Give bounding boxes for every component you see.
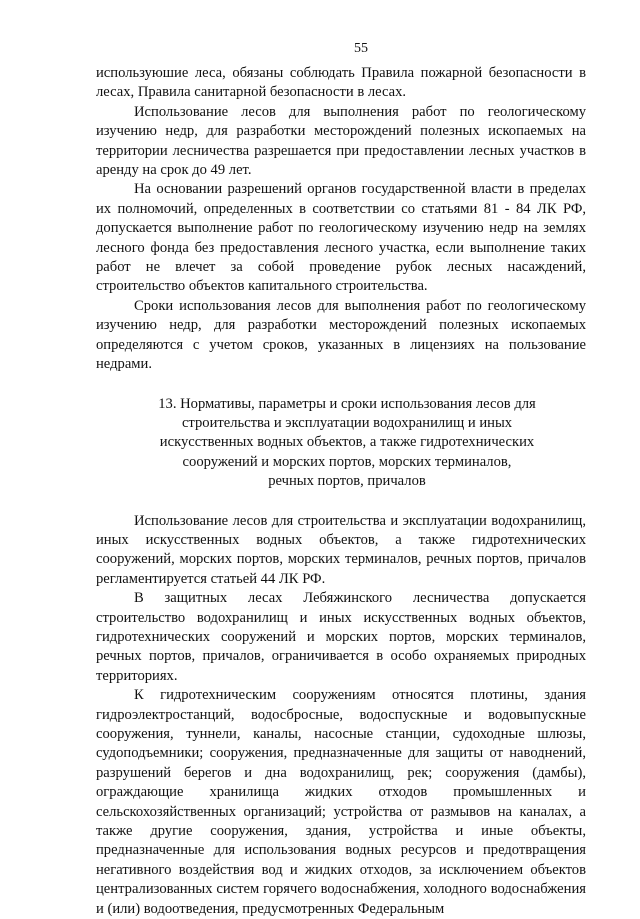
section-heading-line: строительства и эксплуатации водохранилищ и иных [181,414,513,431]
page-number: 55 [354,41,368,56]
paragraph-geology-terms: Сроки использования лесов для выполнения работ по геологическому изучению недр, для разработки месторождений полезных ископаемых определяются с учетом сроков, указанных в лицензиях на пользование недрами. [96,297,586,373]
section-heading [100,395,582,492]
section-heading-line: сооружений и морских портов, морских терминалов, [182,453,512,470]
paragraph-protective-forests: В защитных лесах Лебяжинского лесничества допускается строительство водохранилищ и иных искусственных водных объектов, гидротехнических сооружений и морских портов, морских терминалов, речных портов, причалов, ограничивается в особо охраняемых природных территориях. [96,590,586,684]
paragraph-reservoir-usage: Использование лесов для строительства и эксплуатации водохранилищ, иных искусственных водных объектов, а также гидротехнических сооружений, морских портов, морских терминалов, речных портов, причалов регламентируется статьей 44 ЛК РФ. [96,512,586,587]
document-page [96,40,586,919]
section-heading-line: 13. Нормативы, параметры и сроки использования лесов для [158,395,536,412]
paragraph-continued: используюшие леса, обязаны соблюдать Правила пожарной безопасности в лесах, Правила санитарной безопасности в лесах. [96,65,586,101]
paragraph-hydro-structures: К гидротехническим сооружениям относятся плотины, здания гидроэлектростанций, водосбросные, водоспускные и водовыпускные сооружения, туннели, каналы, насосные станции, судоходные шлюзы, судоподъемники; сооружения, предназначенные для защиты от наводнений, разрушений берегов и дна водохранилищ, рек; сооружения (дамбы), ограждающие хранилища жидких отходов промышленных и сельскохозяйственных организаций; устройства от размывов на каналах, а также другие сооружения, здания, устройства и иные объекты, предназначенные для использования водных ресурсов и предотвращения негативного воздействия вод и жидких отходов, за исключением объектов централизованных систем горячего водоснабжения, холодного водоснабжения и (или) водоотведения, предусмотренных Федеральным [96,687,586,917]
section-heading-line: искусственных водных объектов, а также гидротехнических [159,434,535,451]
paragraph-geology-lease: Использование лесов для выполнения работ по геологическому изучению недр, для разработки месторождений полезных ископаемых на территории лесничества разрешается при предоставлении лесных участков в аренду на срок до 49 лет. [96,103,586,179]
section-heading-line: речных портов, причалов [268,473,426,490]
paragraph-geology-permits: На основании разрешений органов государственной власти в пределах их полномочий, определенных в соответствии со статьями 81 - 84 ЛК РФ, допускается выполнение работ по геологическому изучению недр на землях лесного фонда без предоставления лесного участка, если выполнение таких работ не влечет за собой проведение рубок лесных насаждений, строительство объектов капитального строительства. [96,181,586,295]
